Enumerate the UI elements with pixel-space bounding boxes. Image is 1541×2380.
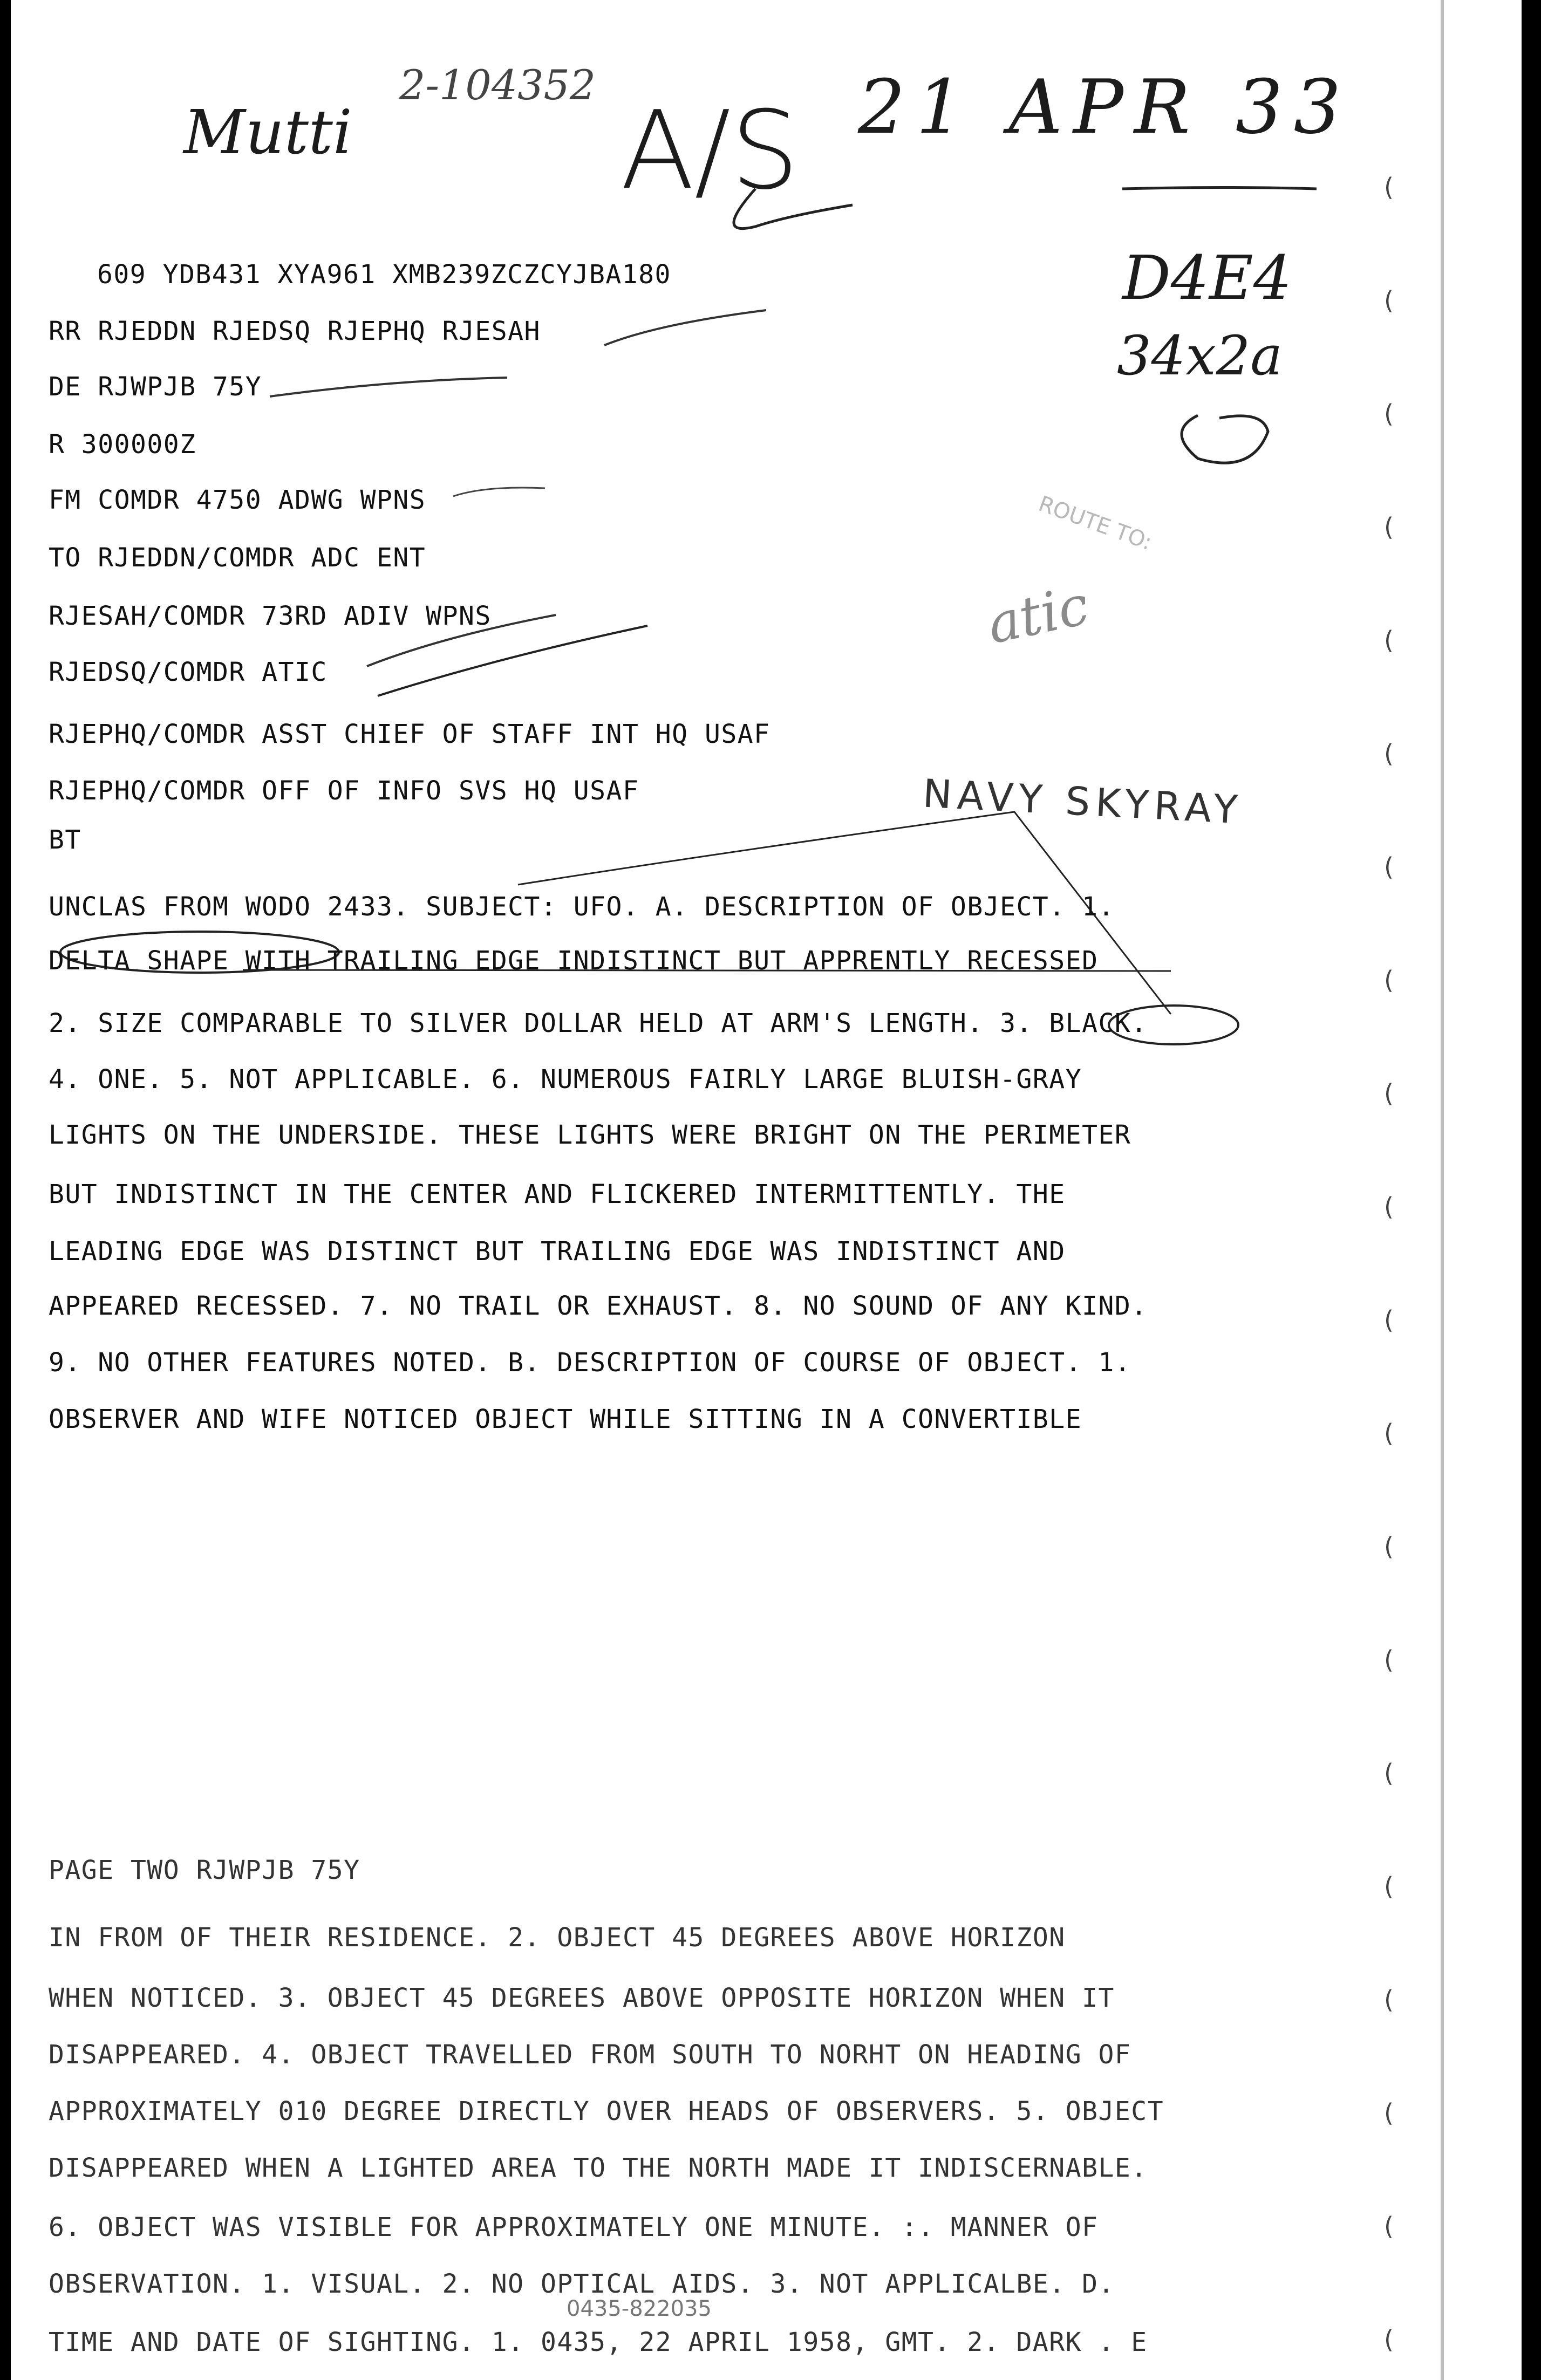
header-line: RR RJEDDN RJEDSQ RJEPHQ RJESAH bbox=[49, 316, 541, 346]
perforation-tick: ( bbox=[1384, 852, 1394, 881]
page-two-line: APPROXIMATELY 010 DEGREE DIRECTLY OVER HEADS OF OBSERVERS. 5. OBJECT bbox=[49, 2096, 1164, 2126]
route-to-stamp: ROUTE TO: bbox=[1035, 491, 1155, 556]
page-two-line: OBSERVATION. 1. VISUAL. 2. NO OPTICAL AIDS. 3. NOT APPLICALBE. D. bbox=[49, 2269, 1115, 2299]
perforation-tick: ( bbox=[1384, 1985, 1394, 2014]
handwritten-time-note: 0435-822035 bbox=[567, 2296, 712, 2321]
body-line: BUT INDISTINCT IN THE CENTER AND FLICKERED INTERMITTENTLY. THE bbox=[49, 1179, 1066, 1209]
page-two-line: DISAPPEARED WHEN A LIGHTED AREA TO THE NORTH MADE IT INDISCERNABLE. bbox=[49, 2153, 1148, 2183]
page-two-line: 6. OBJECT WAS VISIBLE FOR APPROXIMATELY ONE MINUTE. :. MANNER OF bbox=[49, 2212, 1099, 2242]
page-two-line: WHEN NOTICED. 3. OBJECT 45 DEGREES ABOVE OPPOSITE HORIZON WHEN IT bbox=[49, 1983, 1115, 2013]
perforation-tick: ( bbox=[1384, 2325, 1394, 2354]
teletype-page bbox=[11, 0, 1522, 2380]
header-line: RJEPHQ/COMDR ASST CHIEF OF STAFF INT HQ USAF bbox=[49, 719, 770, 749]
perforation-tick: ( bbox=[1384, 399, 1394, 428]
perforation-tick: ( bbox=[1384, 1532, 1394, 1561]
perforation-tick: ( bbox=[1384, 1872, 1394, 1901]
perforation-tick: ( bbox=[1384, 739, 1394, 768]
perforation-tick: ( bbox=[1384, 512, 1394, 542]
perforation-tick: ( bbox=[1384, 966, 1394, 995]
page-two-line: TIME AND DATE OF SIGHTING. 1. 0435, 22 APRIL 1958, GMT. 2. DARK . E bbox=[49, 2327, 1148, 2357]
header-line: TO RJEDDN/COMDR ADC ENT bbox=[49, 543, 426, 573]
perforation-tick: ( bbox=[1384, 626, 1394, 655]
perforation-tick: ( bbox=[1384, 286, 1394, 315]
perforation-tick: ( bbox=[1384, 1419, 1394, 1448]
handwritten-name: Mutti bbox=[183, 98, 352, 168]
body-line: APPEARED RECESSED. 7. NO TRAIL OR EXHAUST. 8. NO SOUND OF ANY KIND. bbox=[49, 1291, 1148, 1321]
header-line: FM COMDR 4750 ADWG WPNS bbox=[49, 485, 426, 515]
handwritten-doc-number: 2-104352 bbox=[399, 61, 596, 109]
page-two-header: PAGE TWO RJWPJB 75Y bbox=[49, 1855, 360, 1885]
header-line: R 300000Z bbox=[49, 429, 196, 460]
body-line: 4. ONE. 5. NOT APPLICABLE. 6. NUMEROUS FAIRLY LARGE BLUISH-GRAY bbox=[49, 1064, 1082, 1095]
perforation-tick: ( bbox=[1384, 173, 1394, 202]
body-line: UNCLAS FROM WODO 2433. SUBJECT: UFO. A. DESCRIPTION OF OBJECT. 1. bbox=[49, 892, 1115, 922]
handwritten-routing-note: atic bbox=[981, 573, 1094, 656]
handwritten-date: 21 APR 33 bbox=[858, 64, 1352, 151]
page-two-line: DISAPPEARED. 4. OBJECT TRAVELLED FROM SOUTH TO NORHT ON HEADING OF bbox=[49, 2040, 1131, 2070]
header-line: RJESAH/COMDR 73RD ADIV WPNS bbox=[49, 601, 492, 631]
perforation-tick: ( bbox=[1384, 1305, 1394, 1335]
header-line: BT bbox=[49, 825, 81, 855]
page-two-line: IN FROM OF THEIR RESIDENCE. 2. OBJECT 45 DEGREES ABOVE HORIZON bbox=[49, 1923, 1066, 1953]
handwritten-initials: A/S bbox=[621, 88, 800, 214]
header-line: RJEDSQ/COMDR ATIC bbox=[49, 657, 328, 687]
body-line: 2. SIZE COMPARABLE TO SILVER DOLLAR HELD AT ARM'S LENGTH. 3. BLACK. bbox=[49, 1008, 1148, 1038]
perforation-tick: ( bbox=[1384, 1759, 1394, 1788]
header-line: RJEPHQ/COMDR OFF OF INFO SVS HQ USAF bbox=[49, 776, 639, 806]
body-line: 9. NO OTHER FEATURES NOTED. B. DESCRIPTION OF COURSE OF OBJECT. 1. bbox=[49, 1348, 1131, 1378]
perforation-tick: ( bbox=[1384, 1192, 1394, 1221]
body-line: DELTA SHAPE WITH TRAILING EDGE INDISTINCT BUT APPRENTLY RECESSED bbox=[49, 946, 1099, 976]
header-line: 609 YDB431 XYA961 XMB239ZCZCYJBA180 bbox=[97, 259, 671, 290]
header-line: DE RJWPJB 75Y bbox=[49, 372, 262, 402]
body-line: LEADING EDGE WAS DISTINCT BUT TRAILING EDGE WAS INDISTINCT AND bbox=[49, 1236, 1066, 1267]
perforation-tick: ( bbox=[1384, 2212, 1394, 2241]
handwritten-size-code: 34x2a bbox=[1117, 324, 1283, 387]
body-line: OBSERVER AND WIFE NOTICED OBJECT WHILE SITTING IN A CONVERTIBLE bbox=[49, 1404, 1082, 1434]
handwritten-file-code: D4E4 bbox=[1122, 243, 1292, 313]
handwritten-margin-note: NAVY SKYRAY bbox=[922, 770, 1244, 833]
perforation-tick: ( bbox=[1384, 1645, 1394, 1674]
perforation-tick: ( bbox=[1384, 1079, 1394, 1108]
body-line: LIGHTS ON THE UNDERSIDE. THESE LIGHTS WERE BRIGHT ON THE PERIMETER bbox=[49, 1120, 1131, 1150]
perforation-tick: ( bbox=[1384, 2098, 1394, 2128]
